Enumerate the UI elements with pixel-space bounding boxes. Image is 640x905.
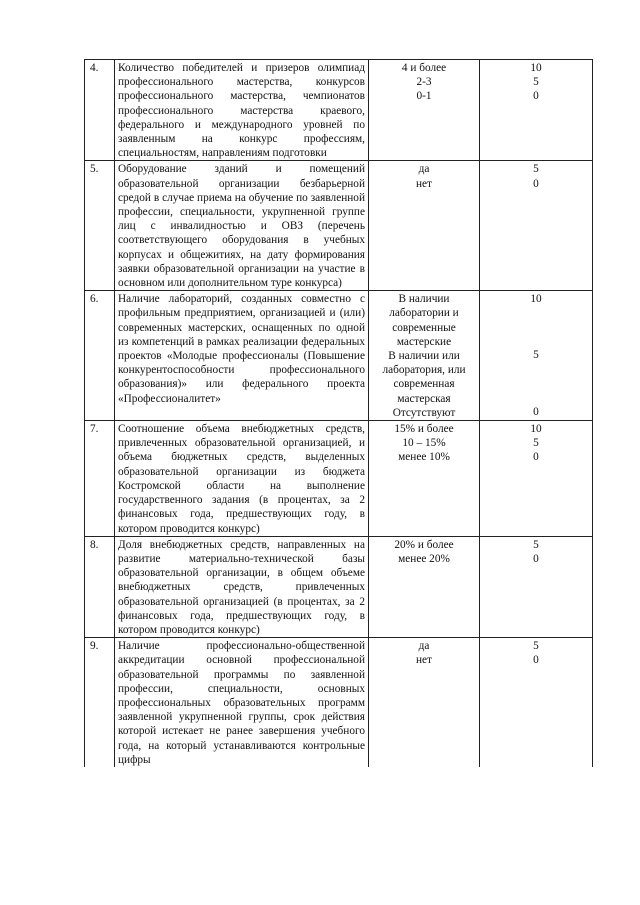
score-value: 0: [533, 451, 539, 464]
criterion-text: Оборудование зданий и помещений образовательной организации безбарьерной средой в случае приема на обучение по заявленной профессии, специальности, укрупненной группе лиц с инвалидностью и ОВЗ (перечень соответствующего оборудования в учебных корпусах и общежитиях, на дату формирования заявки образовательной организации на участие в основном или дополнительном туре конкурса): [115, 161, 369, 291]
row-number: 8.: [85, 536, 115, 637]
row-number: 9.: [85, 638, 115, 767]
score-value: 5: [533, 349, 539, 362]
score-cell: [480, 291, 593, 421]
value-option: В наличии лаборатории и современные мастерские: [389, 293, 459, 348]
value-option: менее 20%: [398, 552, 450, 565]
value-option: нет: [416, 654, 432, 667]
value-option: 2-3: [416, 76, 432, 89]
table-row: [85, 421, 593, 537]
score-cell: [480, 60, 593, 161]
value-option: да: [418, 163, 430, 176]
value-cell: [369, 536, 480, 637]
row-number: 6.: [85, 291, 115, 421]
value-option: нет: [416, 177, 432, 190]
value-option: В наличии или лаборатория, или современная мастерская: [382, 350, 466, 405]
table-row: [85, 536, 593, 637]
value-option: 10 – 15%: [402, 437, 446, 450]
value-option: 20% и более: [394, 538, 454, 551]
score-value: 10: [530, 293, 542, 306]
row-number: 5.: [85, 161, 115, 291]
table-row: [85, 60, 593, 161]
score-cell: [480, 638, 593, 767]
value-option: да: [418, 640, 430, 653]
score-value: 0: [533, 90, 539, 103]
criteria-table: [84, 59, 593, 767]
score-value: 0: [533, 405, 539, 418]
score-value: 0: [533, 552, 539, 565]
document-page: [84, 59, 592, 767]
score-value: 0: [533, 654, 539, 667]
criterion-text: Наличие профессионально-общественной аккредитации основной профессиональной образовательной программы по заявленной профессии, специальности, основных профессиональных образовательных программ заявленной укрупненной группы, срок действия которой истекает не ранее завершения учебного года, на который устанавливаются контрольные цифры: [115, 638, 369, 767]
value-cell: [369, 60, 480, 161]
score-cell: [480, 536, 593, 637]
criterion-text: Наличие лабораторий, созданных совместно с профильным предприятием, организацией и (или) современных мастерских, оснащенных по одной из компетенций в рамках реализации федеральных проектов «Молодые профессионалы (Повышение конкурентоспособности профессионального образования)» или федерального проекта «Профессионалитет»: [115, 291, 369, 421]
value-cell: [369, 291, 480, 421]
row-number: 4.: [85, 60, 115, 161]
score-value: 10: [530, 423, 542, 436]
score-value: 5: [533, 538, 539, 551]
value-option: менее 10%: [398, 451, 450, 464]
value-cell: [369, 161, 480, 291]
score-value: 5: [533, 437, 539, 450]
score-value: 5: [533, 640, 539, 653]
value-option: 0-1: [416, 90, 432, 103]
value-cell: [369, 421, 480, 537]
value-option: 4 и более: [401, 62, 447, 74]
table-row: [85, 161, 593, 291]
score-cell: [480, 161, 593, 291]
table-row: [85, 291, 593, 421]
score-cell: [480, 421, 593, 537]
criterion-text: Количество победителей и призеров олимпиад профессионального мастерства, конкурсов профессионального мастерства, чемпионатов профессионального мастерства краевого, федерального и международного уровней по заявленным на конкурс профессиям, специальностям, направлениям подготовки: [115, 60, 369, 161]
value-cell: [369, 638, 480, 767]
criterion-text: Соотношение объема внебюджетных средств, привлеченных образовательной организацией, и объема бюджетных средств, выделенных образовательной организации из бюджета Костромской области на выполнение государственного задания (в процентах, за 2 финансовых года, предшествующих году, в котором проводится конкурс): [115, 421, 369, 537]
criterion-text: Доля внебюджетных средств, направленных на развитие материально-технической базы образовательной организации, в общем объеме внебюджетных средств, привлеченных образовательной организацией (в процентах, за 2 финансовых года, предшествующих году, в котором проводится конкурс): [115, 536, 369, 637]
score-value: 0: [533, 177, 539, 190]
score-value: 5: [533, 76, 539, 89]
score-value: 10: [530, 62, 542, 74]
row-number: 7.: [85, 421, 115, 537]
score-value: 5: [533, 163, 539, 176]
table-row: [85, 638, 593, 767]
value-option: 15% и более: [394, 423, 454, 436]
value-option: Отсутствуют: [392, 406, 456, 419]
